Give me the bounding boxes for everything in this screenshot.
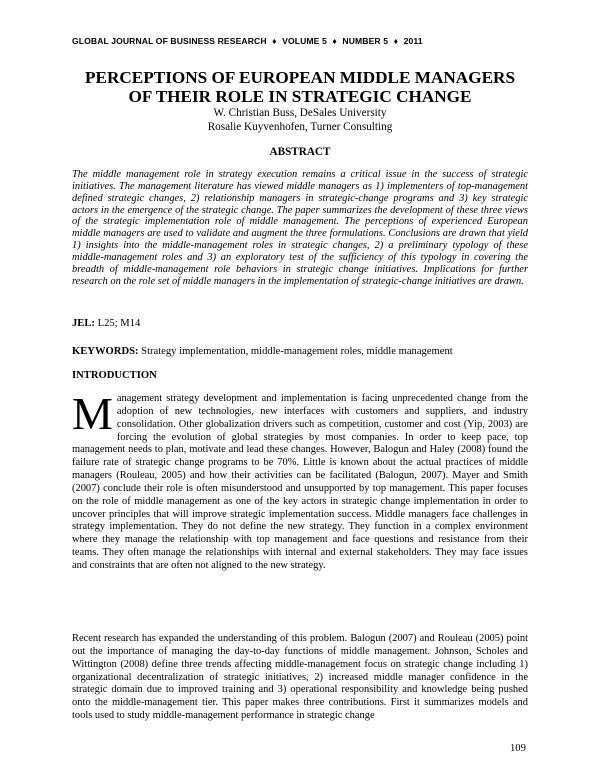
jel-codes: [72, 318, 528, 330]
jel-value: L25; M14: [97, 318, 141, 329]
author-2: Rosalie Kuyvenhofen, Turner Consulting: [207, 121, 393, 133]
paragraph-1-text: anagement strategy development and implementation is facing unprecedented change from the adoption of new technologies, new interfaces with customers and suppliers, and industry consolidation. Other globalization drivers such as competition, customer and cost (Yip, 2003) are forcing the evolution of global strategies by most companies. In order to keep pace, top management needs to plan, motivate and lead these changes. However, Balogun and Haley (2008) found the failure rate of strategic change programs to be 70%. Little is known about the actual practices of middle managers (Rouleau, 2005) and how their activities can be facilitated (Balogun, 2007). Mayer and Smith (2007) conclude their role is often misunderstood and unsupported by top management. This paper focuses on the role of middle management as one of the key actors in strategic change implementation in order to uncover principles that will improve strategic implementation success. Middle managers face challenges in strategy implementation. They do not define the new strategy. They function in a complex environment where they manage the relationship with top management and face questions and resistance from their teams. They often manage the relationships with internal and external stakeholders. They may face issues and constraints that are often not aligned to the new strategy.: [72, 393, 528, 571]
abstract-heading: ABSTRACT: [269, 146, 331, 158]
keywords-value: Strategy implementation, middle-management roles, middle management: [141, 346, 453, 357]
title-line-2: OF THEIR ROLE IN STRATEGIC CHANGE: [128, 87, 472, 106]
introduction-heading: INTRODUCTION: [72, 370, 157, 381]
keywords: [72, 346, 528, 358]
introduction-paragraph-2: Recent research has expanded the understanding of this problem. Balogun (2007) and Rouleau (2005) point out the importance of managing the day-to-day functions of middle management. Johnson, Scholes and Wittington (2008) define three trends affecting middle-management focus on strategic change including 1) organizational decentralization of strategic initiatives, 2) increased middle manager confidence in the strategic domain due to improved training and 3) operational responsibility and knowledge being pushed onto the middle-management tier. This paper makes three contributions. First it summarizes models and tools used to study middle-management performance in strategic change: [72, 633, 528, 722]
issue-number: NUMBER 5: [342, 36, 389, 46]
drop-cap: M: [72, 388, 113, 439]
separator-diamond: ♦: [332, 36, 337, 46]
year: 2011: [403, 36, 423, 46]
keywords-label: KEYWORDS:: [72, 346, 139, 357]
separator-diamond: ♦: [393, 36, 399, 46]
journal-name: GLOBAL JOURNAL OF BUSINESS RESEARCH: [72, 36, 267, 46]
page-number: 109: [510, 743, 526, 754]
title-line-1: PERCEPTIONS OF EUROPEAN MIDDLE MANAGERS: [84, 68, 516, 87]
introduction-paragraph-1: [72, 388, 528, 573]
volume: VOLUME 5: [282, 36, 327, 46]
jel-label: JEL:: [72, 318, 95, 329]
abstract-text: The middle management role in strategy execution remains a critical issue in the success of strategic initiatives. The management literature has viewed middle managers as 1) implementers of top-management defined strategic changes, 2) relationship managers in strategic-change programs and 3) key strategic actors in the emergence of the strategic change. The paper summarizes the development of these three views of the strategic implementation role of middle management. The perceptions of experienced European middle managers are used to validate and augment the three formulations. Conclusions are drawn that yield 1) insights into the middle-management roles in strategic changes, 2) a preliminary typology of these middle-management roles and 3) an exploratory test of the sufficiency of this typology in covering the breadth of middle-management role behaviors in strategic change initiatives. Implications for further research on the role set of middle managers in the implementation of strategic-change initiatives are drawn.: [72, 169, 528, 287]
separator-diamond: ♦: [272, 36, 277, 46]
author-1: W. Christian Buss, DeSales University: [213, 107, 387, 119]
running-head: [72, 36, 423, 46]
paper-title: [40, 68, 560, 106]
